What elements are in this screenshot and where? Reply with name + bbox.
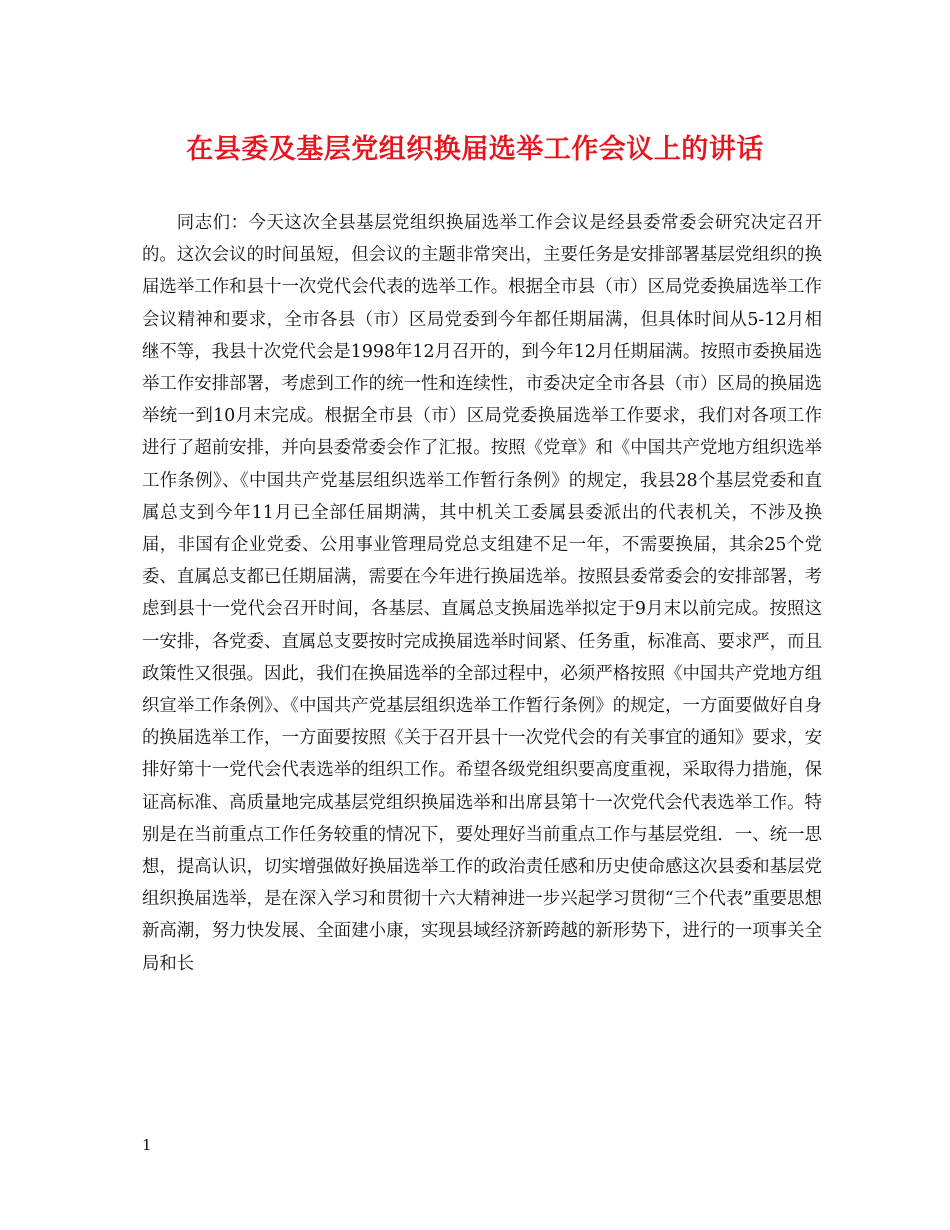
document-title: 在县委及基层党组织换届选举工作会议上的讲话: [186, 134, 764, 165]
page-number: 1: [142, 1136, 152, 1154]
document-body-paragraph: 同志们：今天这次全县基层党组织换届选举工作会议是经县委常委会研究决定召开的。这次会议的时间虽短，但会议的主题非常突出，主要任务是安排部署基层党组织的换届选举工作和县十一次党代会代表的选举工作。根据全市县（市）区局党委换届选举工作会议精神和要求，全市各县（市）区局党委到今年都任期届满，但具体时间从5-12月相继不等，我县十次党代会是1998年12月召开的，到今年12月任期届满。按照市委换届选举工作安排部署，考虑到工作的统一性和连续性，市委决定全市各县（市）区局的换届选举统一到10月末完成。根据全市县（市）区局党委换届选举工作要求，我们对各项工作进行了超前安排，并向县委常委会作了汇报。按照《党章》和《中国共产党地方组织选举工作条例》、《中国共产党基层组织选举工作暂行条例》的规定，我县28个基层党委和直属总支到今年11月已全部任届期满，其中机关工委属县委派出的代表机关，不涉及换届，非国有企业党委、公用事业管理局党总支组建不足一年，不需要换届，其余25个党委、直属总支都已任期届满，需要在今年进行换届选举。按照县委常委会的安排部署，考虑到县十一党代会召开时间，各基层、直属总支换届选举拟定于9月末以前完成。按照这一安排，各党委、直属总支要按时完成换届选举时间紧、任务重，标准高、要求严，而且政策性又很强。因此，我们在换届选举的全部过程中，必须严格按照《中国共产党地方组织宣举工作条例》、《中国共产党基层组织选举工作暂行条例》的规定，一方面要做好自身的换届选举工作，一方面要按照《关于召开县十一次党代会的有关事宜的通知》要求，安排好第十一党代会代表选举的组织工作。希望各级党组织要高度重视，采取得力措施，保证高标准、高质量地完成基层党组织换届选举和出席县第十一次党代会代表选举工作。特别是在当前重点工作任务较重的情况下，要处理好当前重点工作与基层党组．一、统一思想，提高认识，切实增强做好换届选举工作的政治责任感和历史使命感这次县委和基层党组织换届选举，是在深入学习和贯彻十六大精神进一步兴起学习贯彻“三个代表”重要思想新高潮，努力快发展、全面建小康，实现县域经济新跨越的新形势下，进行的一项事关全局和长: [142, 213, 822, 974]
